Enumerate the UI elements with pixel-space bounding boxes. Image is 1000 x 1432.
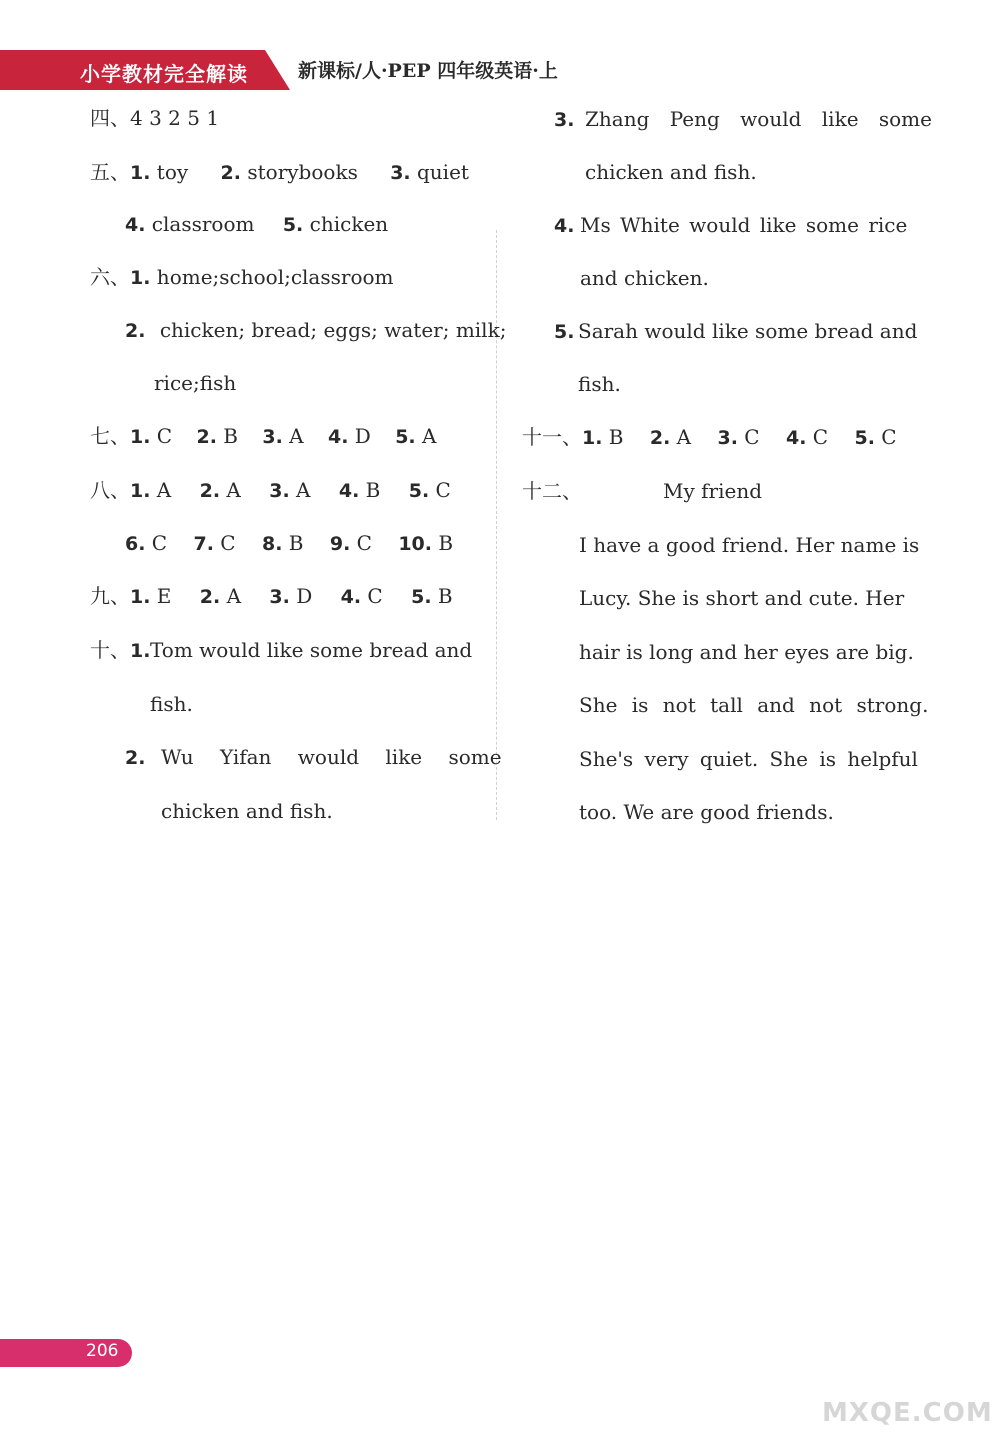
item-number: 1. [130,426,151,448]
answer-text: quiet [410,160,469,184]
answer-text: A [220,478,241,502]
book-series-title: 小学教材完全解读 [80,62,248,86]
item-number: 3. [390,162,411,184]
item-number: 5. [411,586,432,608]
answer-text: C [429,478,451,502]
answer-text: B [431,584,453,608]
section-mark: 十、 [90,638,130,662]
answer-section-7 [90,422,436,451]
item-number: 5. [282,214,304,236]
answer-section-10-item3-cont: chicken and fish. [585,160,757,184]
section-mark: 五、 [90,160,130,184]
item-number: 5. [554,321,575,343]
item-number: 2. [125,320,146,342]
essay-line-1: I have a good friend. Her name is [579,533,920,557]
item-number: 5. [854,427,875,449]
item-number: 4. [125,214,146,236]
answer-text: B [432,531,454,555]
answer-section-10 [90,636,150,665]
item-number: 1. [130,480,151,502]
answer-text: C [150,424,173,448]
item-number: 2. [649,427,671,449]
item-number: 2. [196,426,217,448]
item-number: 1. [582,427,603,449]
answer-section-10-item1-cont: fish. [150,692,193,716]
item-number: 3. [554,109,575,131]
answer-text: C [145,531,168,555]
answer-section-12-mark: 十二、 [522,479,582,503]
item-number: 3. [717,427,738,449]
item-number: 1. [130,640,151,662]
answer-section-5 [90,158,469,187]
answer-section-6-item2-cont: rice;fish [154,371,237,395]
book-subtitle: 新课标/人·PEP 四年级英语·上 [298,60,558,82]
answer-text: E [150,584,172,608]
answer-text: home;school;classroom [150,265,394,289]
essay-line-4: She is not tall and not strong. [579,693,929,717]
item-number: 9. [329,533,351,555]
item-number: 5. [395,426,416,448]
section-mark: 八、 [90,478,130,502]
page-number: 206 [86,1341,119,1361]
answer-section-10-item2 [125,743,145,772]
section-mark: 四、 [90,106,130,130]
section-mark: 六、 [90,265,130,289]
answer-section-4 [90,104,219,132]
essay-line-5: She's very quiet. She is helpful [579,747,918,771]
answer-section-10-item1: Tom would like some bread and [150,638,473,662]
answer-text: classroom [145,212,255,236]
item-number: 2. [125,747,146,769]
item-number: 3. [262,426,283,448]
item-number: 2. [199,480,221,502]
answer-text: A [282,424,304,448]
answer-text: C [361,584,383,608]
section-mark: 七、 [90,424,130,448]
answer-text: D [289,584,313,608]
answer-text: chicken; bread; eggs; water; milk; [159,318,507,342]
answer-text: C [737,425,760,449]
item-number: 2. [220,162,241,184]
item-number: 4. [327,426,349,448]
answer-text: storybooks [241,160,358,184]
item-number: 4. [338,480,360,502]
item-number: 7. [193,533,214,555]
item-number: 3. [269,586,290,608]
essay-line-3: hair is long and her eyes are big. [579,640,914,664]
answer-text: A [150,478,172,502]
answer-text: 4 3 2 5 1 [130,106,220,130]
essay-line-2: Lucy. She is short and cute. Her [579,586,905,610]
answer-text: C [213,531,236,555]
item-number: 8. [261,533,283,555]
item-number: 1. [130,267,151,289]
answer-text: C [874,425,897,449]
answer-section-10-item3 [554,105,574,134]
answer-section-10-item2-cont: chicken and fish. [161,799,333,823]
essay-title: My friend [663,479,763,503]
watermark-logo [822,1342,990,1392]
item-number: 4. [340,586,362,608]
answer-section-10-item4 [554,211,574,240]
answer-text: B [216,424,238,448]
answer-text: chicken [303,212,389,236]
answer-section-5-cont [125,210,388,239]
answer-text: A [670,425,692,449]
answer-section-10-item5 [554,317,574,346]
item-number: 4. [785,427,807,449]
answer-section-10-item3-text: Zhang Peng would like some [585,107,932,131]
answer-text: A [415,424,437,448]
answer-section-8-cont [125,529,453,558]
answer-section-6 [90,263,394,292]
answer-text: D [348,424,371,448]
answer-section-6-item2 [125,316,506,345]
answer-text: C [806,425,829,449]
item-number: 6. [125,533,146,555]
watermark-url: MXQE.COM [822,1398,993,1428]
answer-section-10-item5-cont: fish. [578,372,621,396]
answer-section-9 [90,582,453,611]
answer-text: C [350,531,372,555]
answer-text: B [282,531,304,555]
answer-section-11 [522,423,897,452]
item-number: 4. [554,215,575,237]
answer-section-8 [90,476,451,505]
answer-text: A [220,584,242,608]
answer-text: B [359,478,381,502]
answer-section-10-item4-text: Ms White would like some rice [580,213,908,237]
item-number: 1. [130,586,151,608]
answer-text: B [602,425,624,449]
section-mark: 九、 [90,584,130,608]
answer-text: toy [150,160,189,184]
section-mark: 十一、 [522,425,582,449]
answer-text: A [289,478,311,502]
essay-line-6: too. We are good friends. [579,800,834,824]
item-number: 1. [130,162,151,184]
item-number: 2. [199,586,221,608]
answer-section-10-item2-text: Wu Yifan would like some [161,745,502,769]
item-number: 3. [269,480,290,502]
item-number: 5. [408,480,430,502]
answer-section-10-item4-cont: and chicken. [580,266,709,290]
answer-section-10-item5-text: Sarah would like some bread and [578,319,918,343]
item-number: 10. [398,533,432,555]
